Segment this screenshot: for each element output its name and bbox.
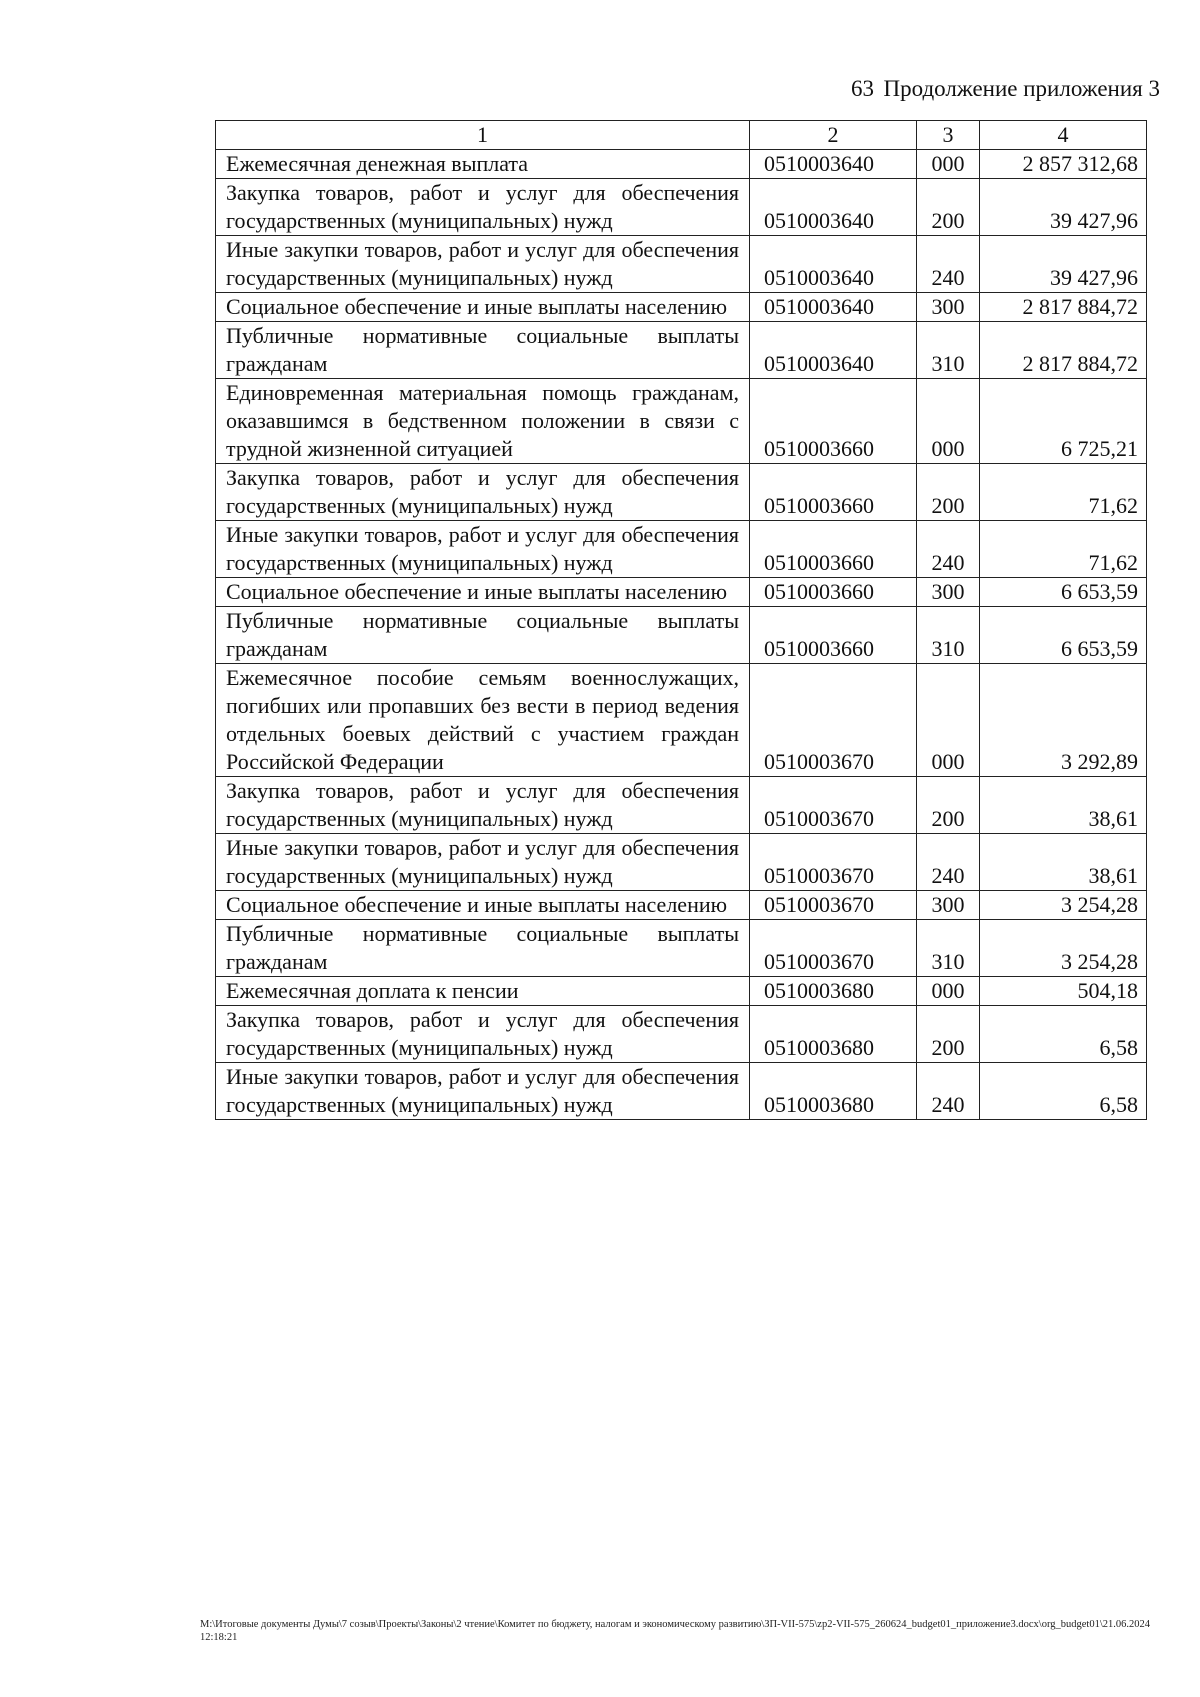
table-row: [216, 777, 1147, 834]
row-code-cell: 0510003660: [750, 607, 917, 664]
table-row: [216, 834, 1147, 891]
row-name-cell: Закупка товаров, работ и услуг для обеспечения государственных (муниципальных) нужд: [216, 179, 750, 236]
table-row: [216, 1063, 1147, 1120]
row-code-cell: 0510003660: [750, 379, 917, 464]
row-code-cell: 0510003670: [750, 777, 917, 834]
row-expense-type-cell: 000: [917, 977, 980, 1006]
row-code-cell: 0510003670: [750, 920, 917, 977]
column-header-2: 2: [750, 121, 917, 150]
row-expense-type-cell: 200: [917, 179, 980, 236]
row-amount-cell: 71,62: [980, 464, 1147, 521]
row-name-cell: Единовременная материальная помощь гражданам, оказавшимся в бедственном положении в связи с трудной жизненной ситуацией: [216, 379, 750, 464]
row-name-cell: Публичные нормативные социальные выплаты гражданам: [216, 607, 750, 664]
row-code-cell: 0510003640: [750, 150, 917, 179]
row-amount-cell: 6,58: [980, 1063, 1147, 1120]
row-amount-cell: 38,61: [980, 777, 1147, 834]
table-body: [216, 150, 1147, 1120]
table-row: [216, 379, 1147, 464]
row-expense-type-cell: 000: [917, 150, 980, 179]
row-amount-cell: 39 427,96: [980, 236, 1147, 293]
document-path-footer: М:\Итоговые документы Думы\7 созыв\Проекты\Законы\2 чтение\Комитет по бюджету, налогам и экономическому развитию\ЗП-VII-575\zp2-VII-575_260624_budget01_приложение3.docx\org_budget01\21.06.2024 12:18:21: [200, 1619, 1151, 1643]
row-amount-cell: 71,62: [980, 521, 1147, 578]
continuation-label: Продолжение приложения 3: [883, 76, 1160, 101]
row-expense-type-cell: 240: [917, 521, 980, 578]
row-amount-cell: 2 817 884,72: [980, 322, 1147, 379]
row-expense-type-cell: 310: [917, 607, 980, 664]
page-header: [200, 76, 1160, 110]
row-code-cell: 0510003660: [750, 464, 917, 521]
row-code-cell: 0510003660: [750, 578, 917, 607]
row-expense-type-cell: 300: [917, 293, 980, 322]
row-amount-cell: 2 857 312,68: [980, 150, 1147, 179]
table-row: [216, 977, 1147, 1006]
row-amount-cell: 6 653,59: [980, 607, 1147, 664]
row-amount-cell: 3 254,28: [980, 891, 1147, 920]
row-name-cell: Социальное обеспечение и иные выплаты населению: [216, 293, 750, 322]
row-name-cell: Социальное обеспечение и иные выплаты населению: [216, 578, 750, 607]
row-code-cell: 0510003640: [750, 179, 917, 236]
row-expense-type-cell: 240: [917, 1063, 980, 1120]
row-code-cell: 0510003670: [750, 891, 917, 920]
row-code-cell: 0510003640: [750, 322, 917, 379]
table-row: [216, 578, 1147, 607]
row-name-cell: Публичные нормативные социальные выплаты гражданам: [216, 920, 750, 977]
table-row: [216, 891, 1147, 920]
row-name-cell: Ежемесячная денежная выплата: [216, 150, 750, 179]
row-expense-type-cell: 310: [917, 322, 980, 379]
row-expense-type-cell: 200: [917, 1006, 980, 1063]
row-name-cell: Закупка товаров, работ и услуг для обеспечения государственных (муниципальных) нужд: [216, 777, 750, 834]
row-expense-type-cell: 000: [917, 379, 980, 464]
table-row: [216, 464, 1147, 521]
row-amount-cell: 38,61: [980, 834, 1147, 891]
row-amount-cell: 2 817 884,72: [980, 293, 1147, 322]
row-name-cell: Ежемесячная доплата к пенсии: [216, 977, 750, 1006]
row-expense-type-cell: 200: [917, 777, 980, 834]
row-expense-type-cell: 240: [917, 834, 980, 891]
row-expense-type-cell: 240: [917, 236, 980, 293]
table-row: [216, 607, 1147, 664]
column-header-4: 4: [980, 121, 1147, 150]
row-name-cell: Социальное обеспечение и иные выплаты населению: [216, 891, 750, 920]
row-code-cell: 0510003680: [750, 1006, 917, 1063]
row-amount-cell: 504,18: [980, 977, 1147, 1006]
budget-table: [215, 120, 1147, 1120]
row-code-cell: 0510003660: [750, 521, 917, 578]
table-row: [216, 1006, 1147, 1063]
row-amount-cell: 39 427,96: [980, 179, 1147, 236]
row-code-cell: 0510003670: [750, 664, 917, 777]
row-amount-cell: 6 653,59: [980, 578, 1147, 607]
column-number-row: [216, 121, 1147, 150]
row-name-cell: Иные закупки товаров, работ и услуг для обеспечения государственных (муниципальных) нужд: [216, 521, 750, 578]
table-row: [216, 293, 1147, 322]
row-amount-cell: 6,58: [980, 1006, 1147, 1063]
table-row: [216, 322, 1147, 379]
column-header-1: 1: [216, 121, 750, 150]
row-name-cell: Закупка товаров, работ и услуг для обеспечения государственных (муниципальных) нужд: [216, 1006, 750, 1063]
row-code-cell: 0510003670: [750, 834, 917, 891]
row-name-cell: Ежемесячное пособие семьям военнослужащих, погибших или пропавших без вести в период ведения отдельных боевых действий с участием граждан Российской Федерации: [216, 664, 750, 777]
row-expense-type-cell: 200: [917, 464, 980, 521]
table-row: [216, 920, 1147, 977]
row-expense-type-cell: 310: [917, 920, 980, 977]
row-amount-cell: 3 292,89: [980, 664, 1147, 777]
row-expense-type-cell: 300: [917, 578, 980, 607]
row-code-cell: 0510003680: [750, 1063, 917, 1120]
row-expense-type-cell: 000: [917, 664, 980, 777]
table-row: [216, 664, 1147, 777]
row-expense-type-cell: 300: [917, 891, 980, 920]
row-name-cell: Иные закупки товаров, работ и услуг для обеспечения государственных (муниципальных) нужд: [216, 1063, 750, 1120]
row-name-cell: Закупка товаров, работ и услуг для обеспечения государственных (муниципальных) нужд: [216, 464, 750, 521]
column-header-3: 3: [917, 121, 980, 150]
row-code-cell: 0510003680: [750, 977, 917, 1006]
table-row: [216, 236, 1147, 293]
table-row: [216, 521, 1147, 578]
row-code-cell: 0510003640: [750, 293, 917, 322]
table-row: [216, 150, 1147, 179]
row-amount-cell: 3 254,28: [980, 920, 1147, 977]
row-name-cell: Иные закупки товаров, работ и услуг для обеспечения государственных (муниципальных) нужд: [216, 236, 750, 293]
row-amount-cell: 6 725,21: [980, 379, 1147, 464]
row-code-cell: 0510003640: [750, 236, 917, 293]
table-row: [216, 179, 1147, 236]
row-name-cell: Иные закупки товаров, работ и услуг для обеспечения государственных (муниципальных) нужд: [216, 834, 750, 891]
page-number: 63: [851, 76, 874, 101]
row-name-cell: Публичные нормативные социальные выплаты гражданам: [216, 322, 750, 379]
